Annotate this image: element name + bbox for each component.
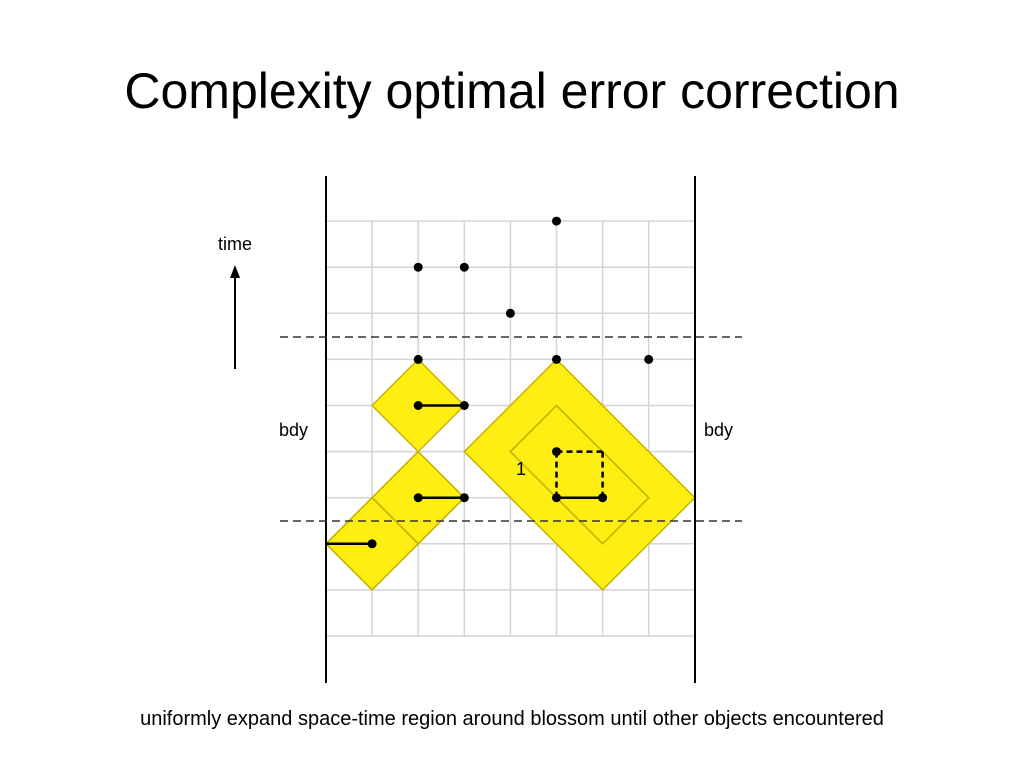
defect-dot (506, 309, 515, 318)
slide-caption: uniformly expand space-time region around blossom until other objects encountered (140, 708, 884, 730)
defect-dot (552, 447, 561, 456)
defect-dot (460, 493, 469, 502)
left-boundary-label: bdy (279, 420, 309, 440)
defect-dot (644, 355, 653, 364)
region-label: 1 (515, 459, 527, 479)
time-axis (218, 234, 252, 369)
time-arrow-head-icon (230, 265, 240, 278)
slide-title: Complexity optimal error correction (124, 63, 900, 119)
time-label: time (217, 234, 253, 254)
defect-dot (414, 355, 423, 364)
defect-dot (552, 493, 561, 502)
defect-dot (598, 493, 607, 502)
defect-dot (368, 539, 377, 548)
defect-dot (552, 217, 561, 226)
defect-dot (460, 401, 469, 410)
right-boundary-label: bdy (704, 420, 734, 440)
defect-dot (552, 355, 561, 364)
defect-dot (460, 263, 469, 272)
defect-dot (414, 401, 423, 410)
defect-dot (414, 493, 423, 502)
defect-dot (414, 263, 423, 272)
